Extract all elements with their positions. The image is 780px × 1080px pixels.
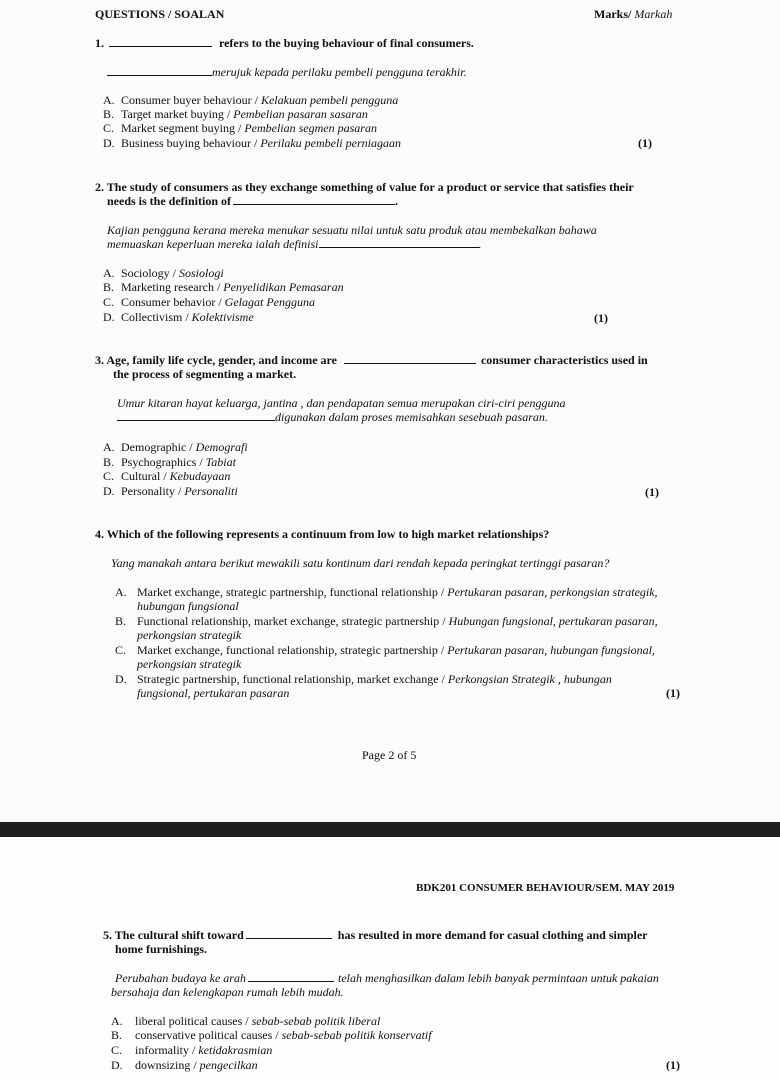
q3-option-c: C. Cultural / Kebudayaan: [103, 469, 231, 483]
q5-stem-en-line2: home furnishings.: [115, 942, 208, 956]
q5-mark: (1): [666, 1058, 680, 1072]
q3-stem-en-line1: 3. Age, family life cycle, gender, and income are consumer characteristics used in: [95, 353, 648, 367]
q4-option-d: D. Strategic partnership, functional relationship, market exchange / Perkongsian Strategik , hubungan: [115, 672, 612, 686]
page-divider: [0, 822, 780, 837]
q5-option-a: A. liberal political causes / sebab-sebab politik liberal: [111, 1014, 381, 1028]
q4-option-b-cont: perkongsian strategik: [137, 628, 242, 642]
q1-option-a: A. Consumer buyer behaviour / Kelakuan pembeli pengguna: [103, 93, 399, 107]
q4-option-c: C. Market exchange, functional relationship, strategic partnership / Pertukaran pasaran, hubungan fungsional,: [115, 643, 655, 657]
marks-heading: Marks/ Markah: [594, 7, 673, 21]
q1-option-d: D. Business buying behaviour / Perilaku pembeli perniagaan: [103, 136, 401, 150]
q4-option-d-cont: fungsional, pertukaran pasaran: [137, 686, 290, 700]
q5-stem-ms-line2: bersahaja dan kelengkapan rumah lebih mudah.: [111, 985, 344, 999]
q2-option-d: D. Collectivism / Kolektivisme: [103, 310, 254, 324]
q5-stem-en-line1: 5. The cultural shift toward has resulted in more demand for casual clothing and simpler: [103, 928, 648, 942]
q5-option-c: C. informality / ketidakrasmian: [111, 1043, 273, 1057]
q2-stem-en-line1: 2. The study of consumers as they exchange something of value for a product or service that satisfies their: [95, 180, 634, 194]
exam-page-3: [0, 837, 780, 1080]
q3-option-d: D. Personality / Personaliti: [103, 484, 238, 498]
q2-mark: (1): [594, 311, 608, 325]
q1-mark: (1): [638, 136, 652, 150]
q3-mark: (1): [645, 485, 659, 499]
q1-option-b: B. Target market buying / Pembelian pasaran sasaran: [103, 107, 368, 121]
q5-option-d: D. downsizing / pengecilkan: [111, 1058, 258, 1072]
q1-stem-ms: merujuk kepada perilaku pembeli pengguna terakhir.: [107, 65, 467, 79]
q2-stem-ms-line2: memuaskan keperluan mereka ialah definisi .: [107, 237, 482, 251]
course-header: BDK201 CONSUMER BEHAVIOUR/SEM. MAY 2019: [416, 882, 675, 894]
q2-stem-en-line2: needs is the definition of .: [107, 194, 399, 208]
q1-option-c: C. Market segment buying / Pembelian segmen pasaran: [103, 121, 377, 135]
q2-option-b: B. Marketing research / Penyelidikan Pemasaran: [103, 280, 344, 294]
q3-option-a: A. Demographic / Demografi: [103, 440, 248, 454]
q4-stem-ms: Yang manakah antara berikut mewakili satu kontinum dari rendah kepada peringkat tertinggi pasaran?: [111, 556, 610, 570]
q3-stem-en-line2: the process of segmenting a market.: [113, 367, 297, 381]
q3-option-b: B. Psychographics / Tabiat: [103, 455, 236, 469]
q2-option-a: A. Sociology / Sosiologi: [103, 266, 224, 280]
q1-stem-en: 1. refers to the buying behaviour of final consumers.: [95, 36, 474, 50]
q2-option-c: C. Consumer behavior / Gelagat Pengguna: [103, 295, 315, 309]
q4-option-a: A. Market exchange, strategic partnership, functional relationship / Pertukaran pasaran, perkongsian strategik,: [115, 585, 658, 599]
q2-stem-ms-line1: Kajian pengguna kerana mereka menukar sesuatu nilai untuk satu produk atau membekalkan bahawa: [107, 223, 597, 237]
q5-stem-ms-line1: Perubahan budaya ke arah telah menghasilkan dalam lebih banyak permintaan untuk pakaian: [115, 971, 659, 985]
page-number: Page 2 of 5: [362, 748, 417, 762]
q5-option-b: B. conservative political causes / sebab-sebab politik konservatif: [111, 1028, 432, 1042]
q4-mark: (1): [666, 686, 680, 700]
questions-heading: QUESTIONS / SOALAN: [95, 7, 225, 21]
q4-option-b: B. Functional relationship, market exchange, strategic partnership / Hubungan fungsional, pertukaran pasaran,: [115, 614, 658, 628]
q4-option-a-cont: hubungan fungsional: [137, 599, 239, 613]
q3-stem-ms-line1: Umur kitaran hayat keluarga, jantina , dan pendapatan semua merupakan ciri-ciri pengguna: [117, 396, 566, 410]
q3-stem-ms-line2: digunakan dalam proses memisahkan sesebuah pasaran.: [117, 410, 548, 424]
q4-option-c-cont: perkongsian strategik: [137, 657, 242, 671]
q4-stem-en: 4. Which of the following represents a continuum from low to high market relationships?: [95, 527, 550, 541]
